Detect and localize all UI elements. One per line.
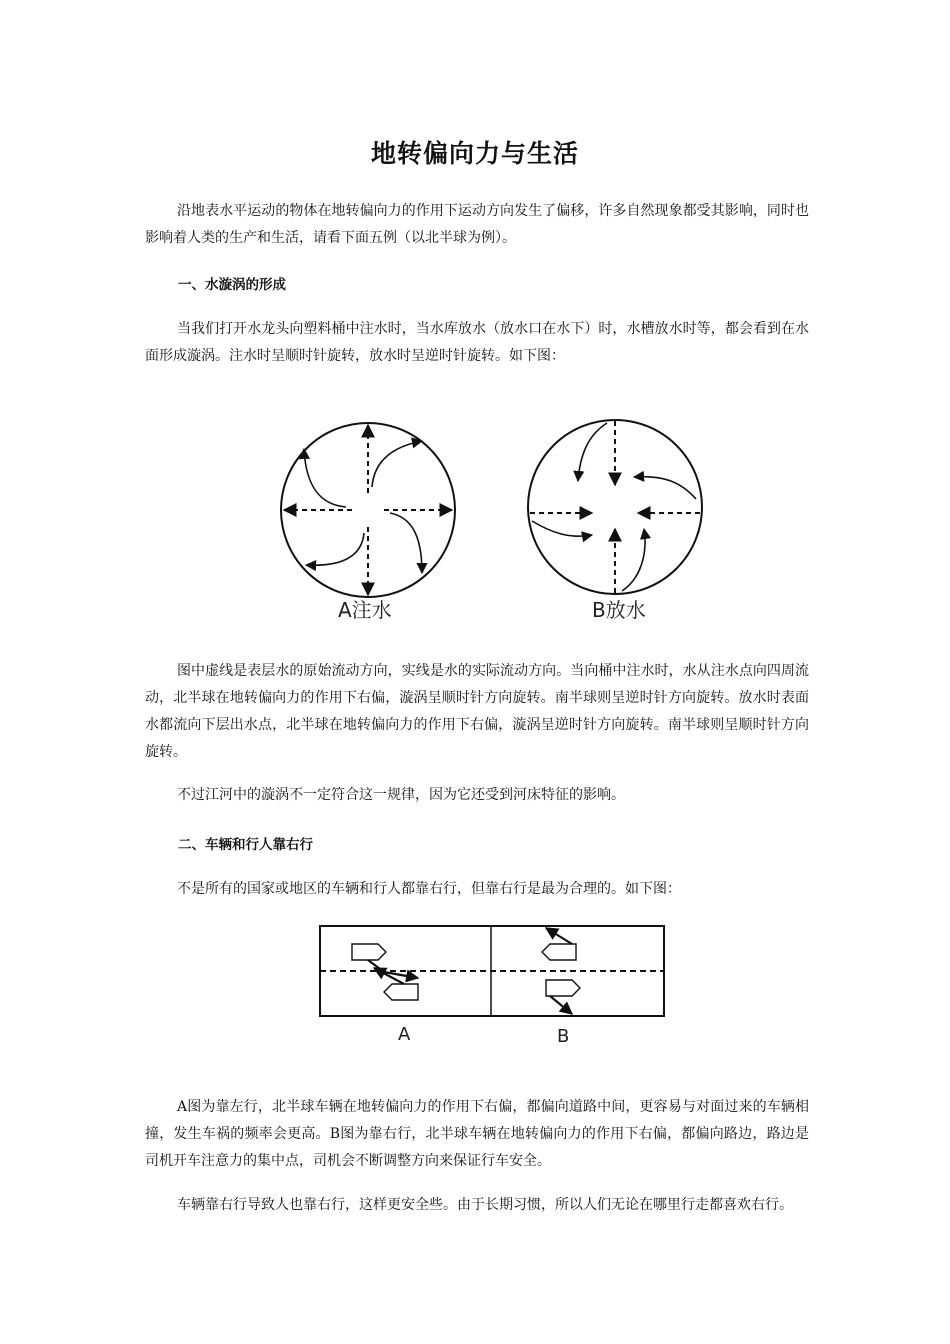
vortex-b-diagram — [528, 420, 702, 594]
road-figure — [310, 918, 676, 1050]
document-title: 地转偏向力与生活 — [370, 139, 579, 168]
section1-heading: 一、水漩涡的形成 — [178, 277, 286, 293]
intro-paragraph: 沿地表水平运动的物体在地转偏向力的作用下运动方向发生了偏移，许多自然现象都受其影响，同时也影响着人类的生产和生活，请看下面五例（以北半球为例）。 — [145, 203, 809, 246]
section2-paragraph-3: 车辆靠右行导致人也靠右行，这样更安全些。由于长期习惯，所以人们无论在哪里行走都喜欢右行。 — [177, 1197, 793, 1213]
road-diagram — [320, 926, 664, 1016]
section1-paragraph-2: 图中虚线是表层水的原始流动方向，实线是水的实际流动方向。当向桶中注水时，水从注水点向四周流动，北半球在地转偏向力的作用下右偏，漩涡呈顺时针方向旋转。南半球则呈逆时针方向旋转。放水时表面水都流向下层出水点，北半球在地转偏向力的作用下右偏，漩涡呈逆时针方向旋转。南半球则呈顺时针方向旋转。 — [145, 663, 809, 760]
vortex-a-caption: A注水 — [338, 598, 392, 622]
section1-paragraph-3: 不过江河中的漩涡不一定符合这一规律，因为它还受到河床特征的影响。 — [177, 787, 625, 803]
section2-heading: 二、车辆和行人靠右行 — [178, 837, 313, 853]
section2-paragraph-2: A图为靠左行，北半球车辆在地转偏向力的作用下右偏，都偏向道路中间，更容易与对面过来的车辆相撞，发生车祸的频率会更高。B图为靠右行，北半球车辆在地转偏向力的作用下右偏，都偏向路边，路边是司机开车注意力的集中点，司机会不断调整方向来保证行车安全。 — [145, 1099, 809, 1169]
vortex-figure — [270, 405, 720, 635]
road-a-caption: A — [398, 1024, 411, 1045]
section2-paragraph-1: 不是所有的国家或地区的车辆和行人都靠右行，但靠右行是最为合理的。如下图： — [177, 881, 681, 897]
vortex-a-diagram — [281, 423, 455, 597]
section1-paragraph-1: 当我们打开水龙头向塑料桶中注水时，当水库放水（放水口在水下）时，水槽放水时等，都会看到在水面形成漩涡。注水时呈顺时针旋转，放水时呈逆时针旋转。如下图： — [145, 321, 809, 364]
vortex-b-caption: B放水 — [592, 598, 646, 622]
road-b-caption: B — [557, 1026, 570, 1047]
